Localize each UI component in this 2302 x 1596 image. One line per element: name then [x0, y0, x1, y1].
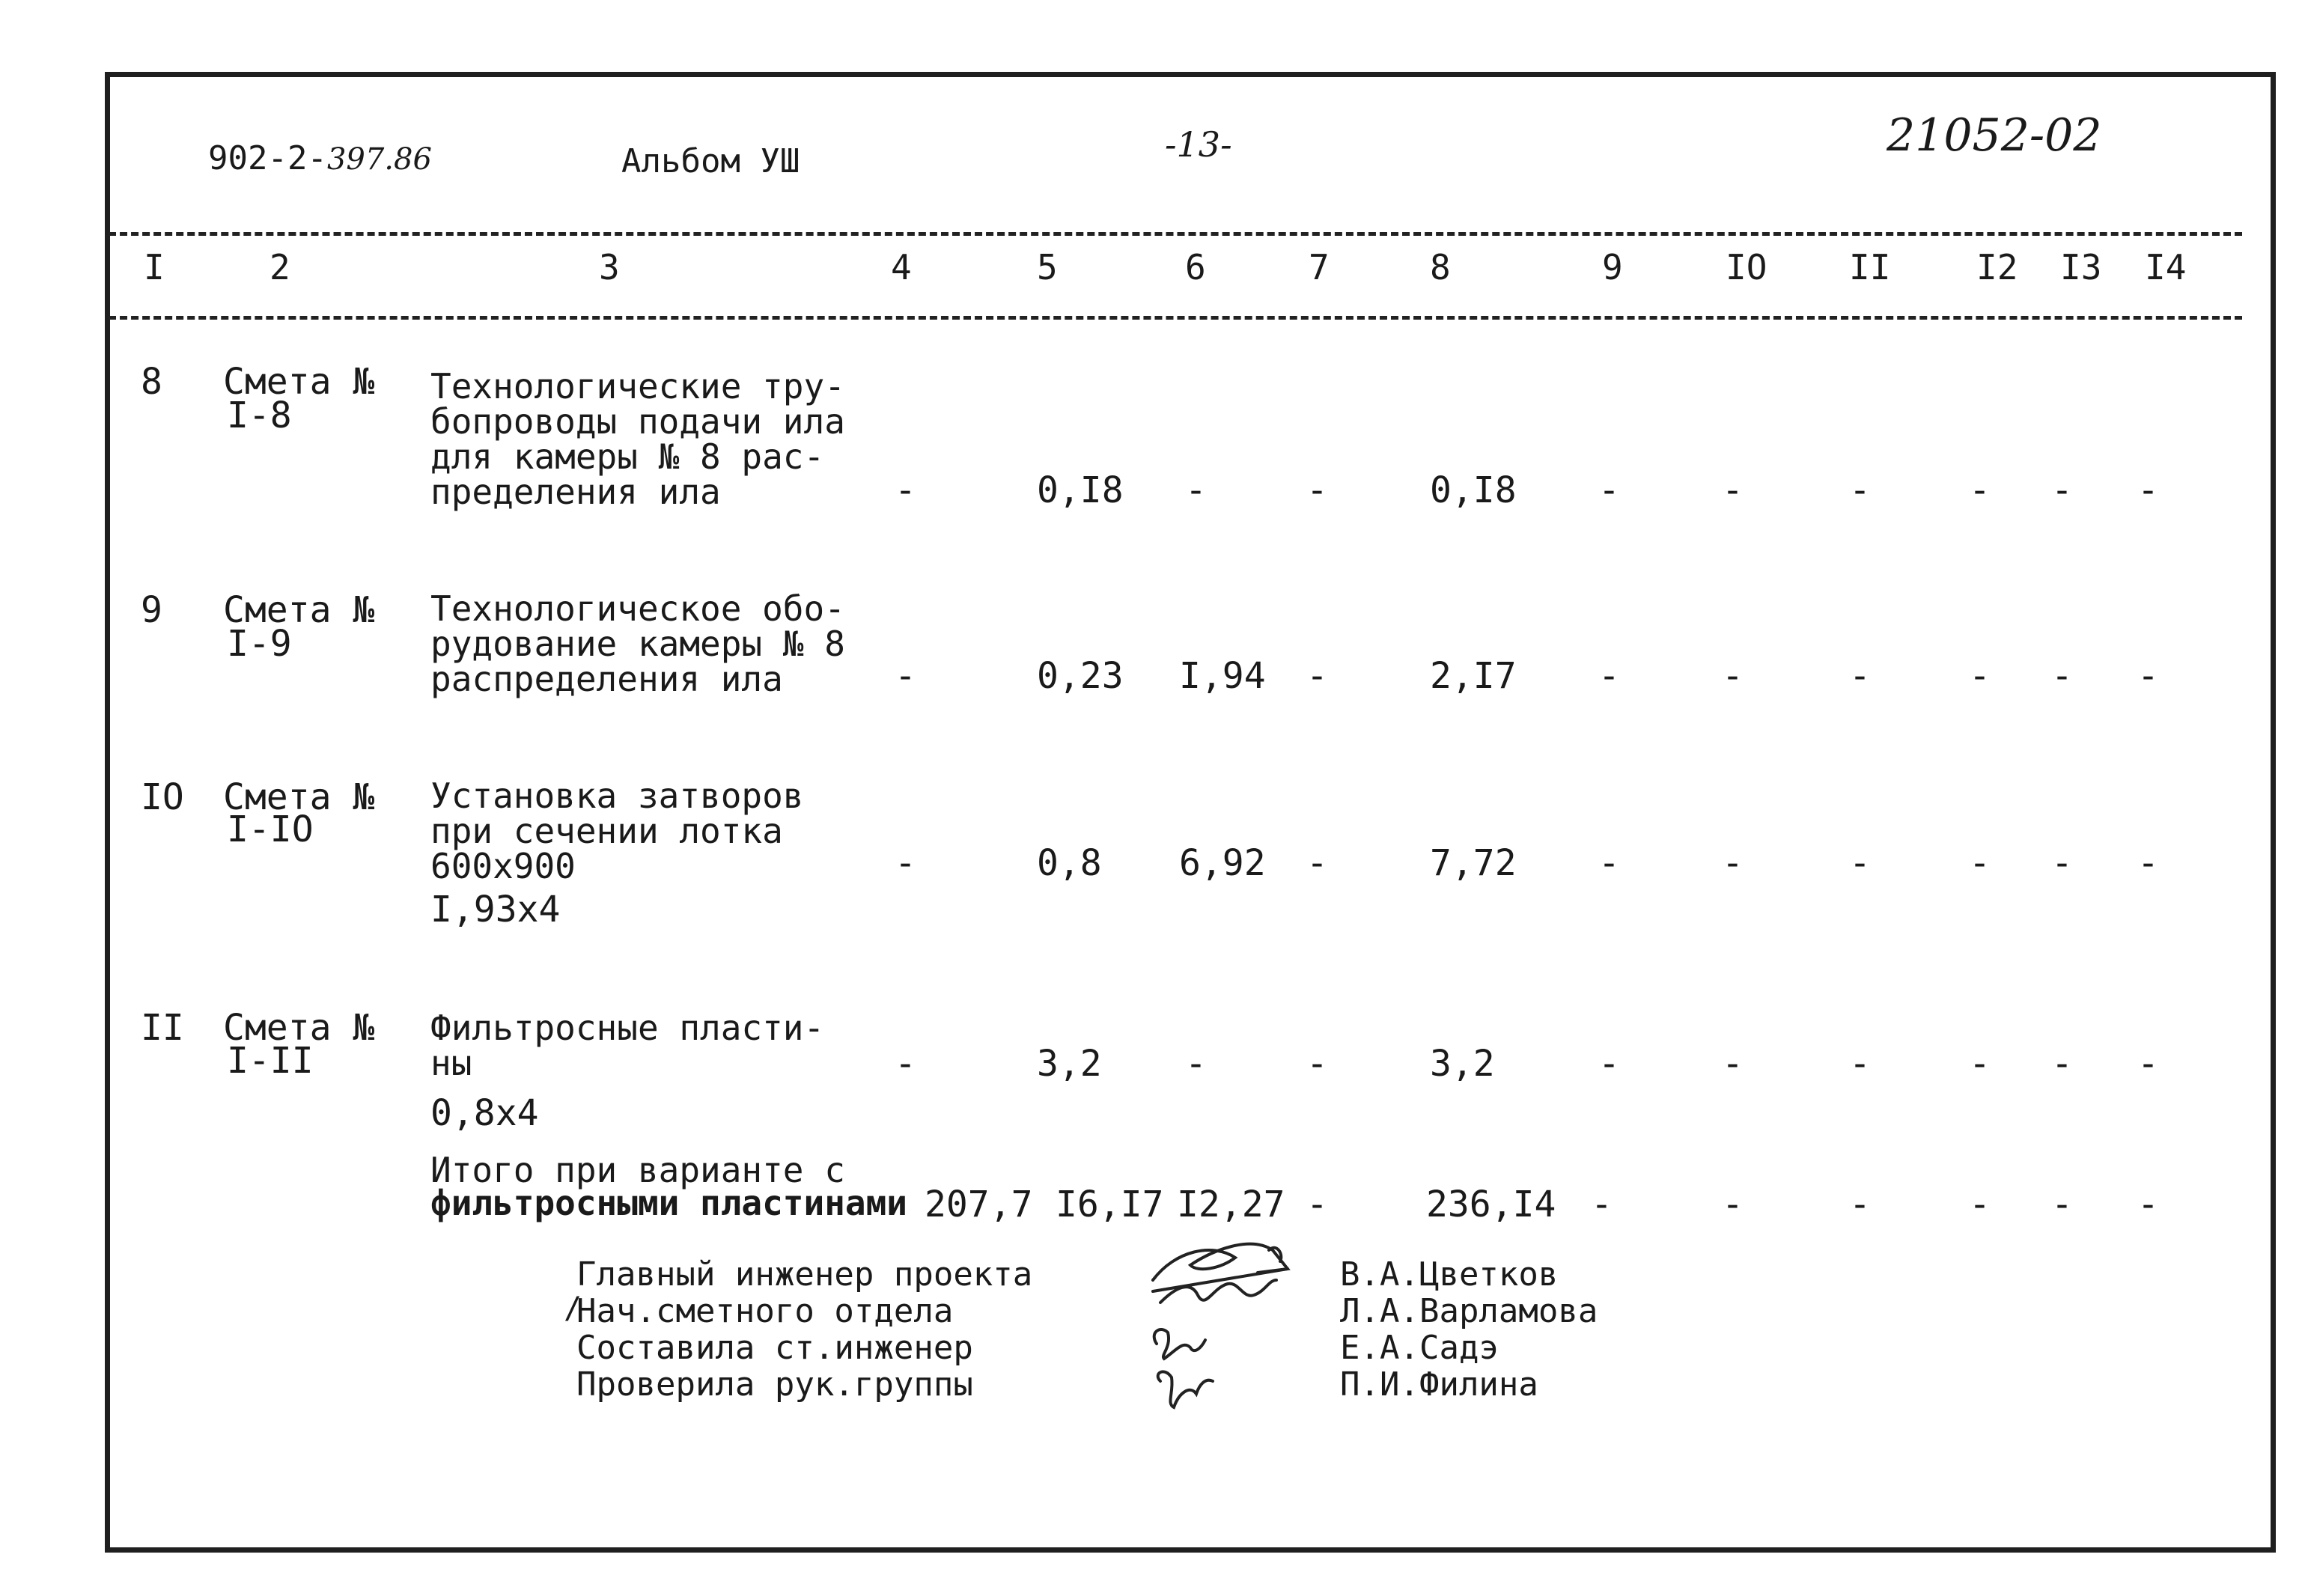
cell-col8: 3,2: [1430, 1043, 1495, 1085]
cell-col11: -: [1849, 655, 1871, 697]
cell-col12: -: [1969, 842, 1991, 884]
cell-col6: 6,92: [1179, 842, 1266, 884]
column-number: I2: [1976, 247, 2018, 287]
cell-col14: -: [2137, 1043, 2159, 1085]
cell-col8: 7,72: [1430, 842, 1517, 884]
column-number: 8: [1430, 247, 1451, 287]
cell-col10: -: [1722, 1043, 1744, 1085]
total-label-line1: Итого при варианте с: [430, 1150, 845, 1190]
cell-col4: -: [895, 655, 916, 697]
column-number: 9: [1602, 247, 1623, 287]
cell-col5: 0,I8: [1037, 469, 1124, 511]
total-col6: I6,I7: [1056, 1184, 1164, 1225]
cell-col6: -: [1185, 469, 1207, 511]
estimate-number: I-9: [227, 623, 292, 665]
column-number: II: [1849, 247, 1891, 287]
column-number: 4: [891, 247, 912, 287]
cell-col7: -: [1306, 655, 1328, 697]
cell-col9: -: [1598, 842, 1620, 884]
cell-col10: -: [1722, 469, 1744, 511]
column-number: 3: [599, 247, 620, 287]
cell-col4: -: [895, 1043, 916, 1085]
row-number: II: [141, 1007, 184, 1049]
cell-col11: -: [1849, 469, 1871, 511]
document-number: 21052-02: [1887, 109, 2102, 162]
estimate-label: Смета №: [223, 589, 375, 631]
cell-col4: -: [895, 469, 916, 511]
header-top-rule: [109, 232, 2242, 236]
cell-col5: 0,23: [1037, 655, 1124, 697]
estimate-number: I-8: [227, 395, 292, 436]
project-code: [208, 139, 432, 177]
column-number: 6: [1185, 247, 1206, 287]
cell-col4: -: [895, 842, 916, 884]
margin-slash: /: [564, 1291, 582, 1326]
total-col7-dash: -: [1306, 1184, 1328, 1225]
project-code-printed: 902-2-: [208, 139, 327, 177]
item-description: Установка затворов при сечении лотка 600х900: [430, 776, 804, 886]
cell-col7: -: [1306, 1043, 1328, 1085]
cell-col6: -: [1185, 1043, 1207, 1085]
item-description: Технологические тру- бопроводы подачи ила для камеры № 8 рас- пределения ила: [430, 366, 845, 512]
signature-names: В.А.Цветков Л.А.Варламова Е.А.Садэ П.И.Филина: [1340, 1255, 1598, 1404]
total-col12: -: [1969, 1184, 1991, 1225]
column-number: 7: [1309, 247, 1330, 287]
estimate-number: I-II: [227, 1040, 314, 1082]
column-number: IO: [1726, 247, 1767, 287]
item-description: Фильтроcные пласти- ны: [430, 1008, 825, 1083]
handwritten-signatures: [1108, 1198, 1333, 1422]
cell-col5: 3,2: [1037, 1043, 1102, 1085]
item-note: I,93х4: [430, 889, 561, 931]
total-col8: 236,I4: [1426, 1184, 1556, 1225]
cell-col8: 0,I8: [1430, 469, 1517, 511]
album-label: Альбом УШ: [621, 142, 800, 180]
total-col14: -: [2137, 1184, 2159, 1225]
column-number: I3: [2060, 247, 2102, 287]
cell-col13: -: [2051, 1043, 2073, 1085]
cell-col10: -: [1722, 842, 1744, 884]
total-col7: I2,27: [1177, 1184, 1285, 1225]
page-number: -13-: [1165, 124, 1232, 165]
cell-col9: -: [1598, 655, 1620, 697]
cell-col13: -: [2051, 842, 2073, 884]
column-number: 2: [270, 247, 290, 287]
cell-col7: -: [1306, 469, 1328, 511]
total-col10: -: [1722, 1184, 1744, 1225]
item-note: 0,8х4: [430, 1092, 539, 1134]
cell-col14: -: [2137, 655, 2159, 697]
column-number: I4: [2145, 247, 2187, 287]
cell-col6: I,94: [1179, 655, 1266, 697]
cell-col14: -: [2137, 842, 2159, 884]
cell-col11: -: [1849, 842, 1871, 884]
total-col11: -: [1849, 1184, 1871, 1225]
cell-col7: -: [1306, 842, 1328, 884]
total-col5: 207,7: [925, 1184, 1033, 1225]
header-bottom-rule: [109, 316, 2242, 320]
cell-col9: -: [1598, 469, 1620, 511]
column-number: 5: [1037, 247, 1058, 287]
cell-col11: -: [1849, 1043, 1871, 1085]
project-code-handwritten: 397.86: [326, 142, 432, 177]
cell-col14: -: [2137, 469, 2159, 511]
row-number: IO: [141, 776, 184, 818]
estimate-label: Смета №: [223, 776, 375, 818]
row-number: 8: [141, 361, 162, 403]
estimate-number: I-IO: [227, 808, 314, 850]
total-col13: -: [2051, 1184, 2073, 1225]
cell-col12: -: [1969, 1043, 1991, 1085]
total-col9: -: [1591, 1184, 1613, 1225]
cell-col13: -: [2051, 469, 2073, 511]
signature-roles: Главный инженер проекта Нач.сметного отдела Составила ст.инженер Проверила рук.группы: [576, 1255, 1033, 1404]
cell-col9: -: [1598, 1043, 1620, 1085]
estimate-label: Смета №: [223, 361, 375, 403]
cell-col12: -: [1969, 469, 1991, 511]
cell-col5: 0,8: [1037, 842, 1102, 884]
item-description: Технологическое обо- рудование камеры № 8 распределения ила: [430, 588, 845, 699]
cell-col8: 2,I7: [1430, 655, 1517, 697]
total-label-line2: фильтросными пластинами: [430, 1183, 907, 1223]
column-number: I: [144, 247, 165, 287]
row-number: 9: [141, 589, 162, 631]
cell-col10: -: [1722, 655, 1744, 697]
cell-col13: -: [2051, 655, 2073, 697]
cell-col12: -: [1969, 655, 1991, 697]
estimate-label: Смета №: [223, 1007, 375, 1049]
